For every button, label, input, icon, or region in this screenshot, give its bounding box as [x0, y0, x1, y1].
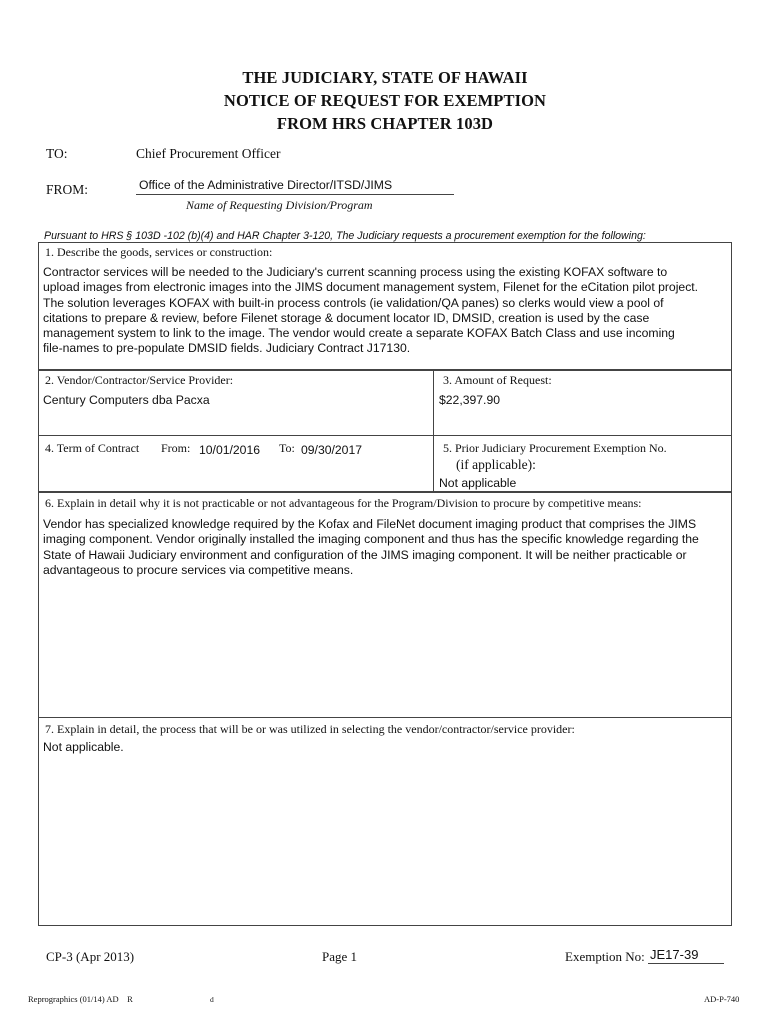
section-1-line: The solution leverages KOFAX with built-in process controls (ie validation/QA panes) so clerks would view a pool of	[43, 295, 664, 310]
section-4-to-value[interactable]: 09/30/2017	[301, 443, 362, 457]
section-3-value: $22,397.90	[439, 393, 500, 407]
to-value: Chief Procurement Officer	[136, 146, 281, 161]
footer-page: Page 1	[322, 949, 358, 964]
section-1-box[interactable]	[38, 242, 732, 370]
section-3-box[interactable]	[434, 370, 732, 436]
section-7-box[interactable]	[38, 718, 732, 926]
footer-reprographics: Reprographics (01/14) AD R	[28, 994, 133, 1004]
section-2-box[interactable]	[38, 370, 434, 436]
footer-exemption-value: JE17-39	[650, 947, 699, 962]
section-1-label: 1. Describe the goods, services or construction:	[45, 245, 273, 259]
section-1-line: Contractor services will be needed to the Judiciary's current scanning process using the existing KOFAX software to	[43, 265, 668, 279]
to-label: TO:	[46, 146, 68, 161]
section-4-from-value[interactable]: 10/01/2016	[199, 443, 260, 457]
section-2-value: Century Computers dba Pacxa	[43, 393, 210, 407]
section-1-text	[43, 265, 698, 357]
section-4-from-label: From:	[161, 441, 191, 455]
section-6-text	[43, 517, 699, 578]
title-line-2: NOTICE OF REQUEST FOR EXEMPTION	[223, 91, 547, 110]
section-6-line: State of Hawaii Judiciary environment and configuration of the JIMS imaging component. It will be neither practicable or	[43, 547, 687, 562]
section-1-line: file-names to pre-populate DMSID fields. Judiciary Contract J17130.	[43, 341, 411, 356]
section-3-label: 3. Amount of Request:	[443, 373, 552, 387]
section-7-label: 7. Explain in detail, the process that will be or was utilized in selecting the vendor/contractor/service provider:	[45, 722, 575, 736]
from-caption: Name of Requesting Division/Program	[186, 198, 373, 212]
section-6-line: Vendor has specialized knowledge required by the Kofax and FileNet document imaging product that comprises the JIMS	[43, 517, 697, 531]
title-line-3: FROM HRS CHAPTER 103D	[276, 114, 494, 133]
section-4-to-label: To:	[279, 441, 295, 455]
section-1-line: management system to link to the image. The vendor would create a separate KOFAX Batch Class and use incoming	[43, 326, 675, 341]
section-5-value: Not applicable	[439, 476, 517, 490]
section-6-label: 6. Explain in detail why it is not practicable or not advantageous for the Program/Division to procure by competitive means:	[45, 496, 642, 510]
section-5-sublabel: (if applicable):	[456, 457, 536, 472]
footer-form-code: AD-P-740	[704, 994, 740, 1004]
section-7-value: Not applicable.	[43, 740, 124, 754]
section-2-label: 2. Vendor/Contractor/Service Provider:	[45, 373, 234, 387]
section-5-box[interactable]	[434, 436, 732, 492]
title-line-1: THE JUDICIARY, STATE OF HAWAII	[242, 68, 528, 87]
from-label: FROM:	[46, 182, 89, 197]
section-1-line: upload images from electronic images into the JIMS document management system, Filenet for the eCitation pilot project.	[43, 280, 699, 295]
footer-exemption-field[interactable]	[648, 948, 724, 964]
section-6-box[interactable]	[38, 492, 732, 718]
footer-exemption-label: Exemption No:	[565, 949, 645, 964]
section-1-line: citations to prepare & review, before Filenet storage & document locator ID, DMSID, creation is used by the case	[43, 310, 650, 325]
section-6-line: imaging component. Vendor originally installed the imaging component and thus has the specific knowledge regarding the	[43, 532, 699, 547]
from-value: Office of the Administrative Director/ITSD/JIMS	[139, 178, 393, 192]
section-6-line: advantageous to procure services via competitive means.	[43, 562, 354, 577]
footer-form-id: CP-3 (Apr 2013)	[46, 949, 135, 964]
pursuant-text: Pursuant to HRS § 103D -102 (b)(4) and HAR Chapter 3-120, The Judiciary requests a procurement exemption for the following:	[44, 230, 646, 242]
section-4-label: 4. Term of Contract	[45, 441, 140, 455]
from-field[interactable]	[136, 179, 454, 195]
section-4-box[interactable]	[38, 436, 434, 492]
footer-small-mark: d	[210, 995, 214, 1004]
section-5-label: 5. Prior Judiciary Procurement Exemption No.	[443, 441, 667, 455]
